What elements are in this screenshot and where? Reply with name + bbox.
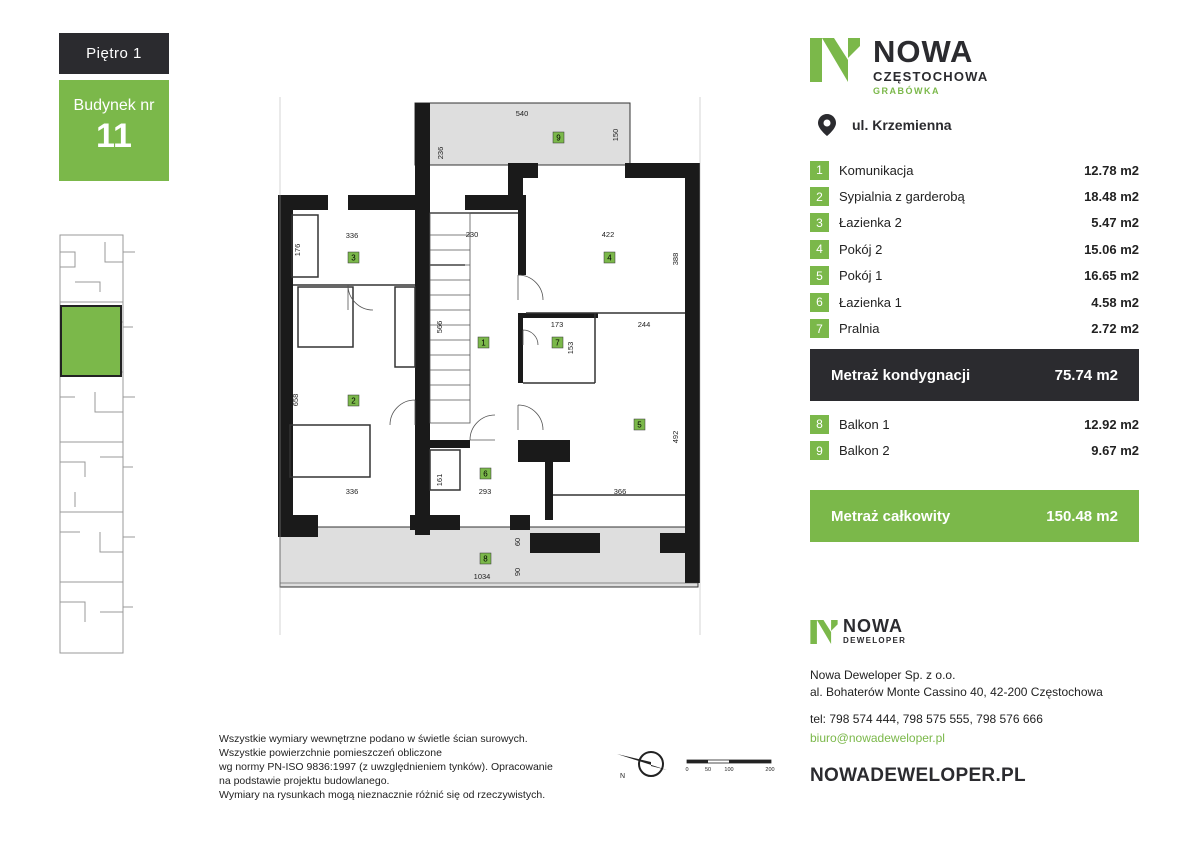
list-item [810, 315, 1139, 341]
list-item [810, 183, 1139, 209]
svg-text:336: 336 [345, 231, 359, 240]
brand-wordmark [873, 36, 989, 96]
svg-text:422: 422 [601, 230, 615, 239]
list-item [810, 411, 1139, 437]
grand-total-label: Metraż całkowity [831, 507, 951, 525]
developer-sub: DEWELOPER [843, 636, 907, 645]
svg-text:161: 161 [435, 473, 444, 487]
list-item [810, 157, 1139, 183]
disclaimer [219, 732, 579, 802]
list-item [810, 437, 1139, 463]
list-item [810, 263, 1139, 289]
room-number: 3 [810, 213, 829, 232]
room-number: 6 [810, 293, 829, 312]
svg-text:6: 6 [483, 469, 488, 479]
floor-plan [270, 95, 710, 640]
svg-text:230: 230 [465, 230, 479, 239]
room-number: 5 [810, 266, 829, 285]
room-number: 1 [810, 161, 829, 180]
svg-text:50: 50 [704, 767, 712, 773]
svg-text:566: 566 [435, 320, 444, 334]
svg-text:100: 100 [724, 767, 734, 773]
room-area: 16.65 m2 [1084, 268, 1139, 284]
svg-text:5: 5 [637, 420, 642, 430]
room-name: Łazienka 1 [839, 294, 902, 310]
location-pin-icon [818, 114, 836, 136]
brand-name: NOWA [873, 34, 974, 69]
room-area: 9.67 m2 [1091, 443, 1139, 459]
developer-logo-icon [810, 620, 838, 644]
svg-text:1: 1 [481, 338, 486, 348]
svg-text:366: 366 [613, 487, 627, 496]
room-area: 15.06 m2 [1084, 241, 1139, 257]
building-badge [59, 80, 169, 181]
svg-text:7: 7 [555, 338, 560, 348]
room-number: 2 [810, 187, 829, 206]
phone-numbers: tel: 798 574 444, 798 575 555, 798 576 666 [810, 712, 1043, 726]
svg-text:0: 0 [685, 767, 689, 773]
developer-name: NOWA [843, 616, 903, 636]
svg-text:150: 150 [611, 128, 620, 142]
svg-text:173: 173 [550, 320, 564, 329]
svg-text:244: 244 [637, 320, 651, 329]
svg-text:3: 3 [351, 253, 356, 263]
svg-text:200: 200 [765, 767, 775, 773]
floor-total-bar [810, 349, 1139, 401]
room-number: 4 [810, 240, 829, 259]
list-item [810, 210, 1139, 236]
svg-text:388: 388 [671, 252, 680, 266]
grand-total-value: 150.48 m2 [1046, 507, 1118, 525]
disclaimer-line: wg normy PN-ISO 9836:1997 (z uwzględnieniem tynków). Opracowanie [219, 761, 553, 773]
room-area: 12.78 m2 [1084, 162, 1139, 178]
address [818, 114, 952, 136]
room-name: Pokój 1 [839, 268, 883, 284]
compass-icon [615, 748, 670, 782]
building-label: Budynek nr [73, 97, 155, 114]
room-area: 18.48 m2 [1084, 189, 1139, 205]
street-name: ul. Krzemienna [852, 117, 952, 133]
highlighted-unit [61, 306, 121, 376]
company-address: al. Bohaterów Monte Cassino 40, 42-200 Częstochowa [810, 685, 1103, 699]
room-number: 9 [810, 441, 829, 460]
floor-total-label: Metraż kondygnacji [831, 366, 971, 384]
svg-text:60: 60 [513, 537, 522, 547]
svg-text:N: N [620, 773, 626, 780]
disclaimer-line: Wymiary na rysunkach mogą nieznacznie różnić się od rzeczywistych. [219, 789, 546, 801]
room-name: Pralnia [839, 321, 880, 337]
room-area: 5.47 m2 [1091, 215, 1139, 231]
building-number: 11 [96, 117, 132, 155]
disclaimer-line: Wszystkie powierzchnie pomieszczeń obliczone [219, 747, 442, 759]
list-item [810, 236, 1139, 262]
svg-text:293: 293 [478, 487, 492, 496]
disclaimer-line: na podstawie projektu budowlanego. [219, 775, 390, 787]
room-name: Łazienka 2 [839, 215, 902, 231]
svg-text:176: 176 [293, 243, 302, 257]
company-info [810, 667, 1103, 701]
room-list [810, 157, 1139, 342]
svg-text:2: 2 [351, 396, 356, 406]
list-item [810, 289, 1139, 315]
svg-text:236: 236 [436, 146, 445, 160]
svg-text:658: 658 [291, 393, 300, 407]
scale-bar [683, 757, 775, 777]
svg-text:153: 153 [566, 341, 575, 355]
brand-district: GRABÓWKA [873, 86, 940, 96]
room-name: Pokój 2 [839, 241, 883, 257]
room-area: 4.58 m2 [1091, 294, 1139, 310]
email-link[interactable]: biuro@nowadeweloper.pl [810, 731, 945, 745]
brand-logo-icon [810, 38, 860, 82]
brand-city: CZĘSTOCHOWA [873, 69, 989, 84]
floor-label: Piętro 1 [59, 33, 169, 74]
room-number: 7 [810, 319, 829, 338]
svg-text:90: 90 [513, 567, 522, 577]
room-name: Balkon 2 [839, 443, 890, 459]
balcony-list [810, 411, 1139, 464]
svg-text:8: 8 [483, 554, 488, 564]
svg-text:4: 4 [607, 253, 612, 263]
room-number: 8 [810, 415, 829, 434]
website-link[interactable]: NOWADEWELOPER.PL [810, 765, 1026, 786]
svg-text:1034: 1034 [473, 572, 491, 581]
room-area: 2.72 m2 [1091, 321, 1139, 337]
room-name: Sypialnia z garderobą [839, 189, 965, 205]
svg-text:540: 540 [515, 109, 529, 118]
svg-text:336: 336 [345, 487, 359, 496]
site-plan-thumbnail [55, 232, 140, 657]
room-name: Balkon 1 [839, 416, 890, 432]
grand-total-bar [810, 490, 1139, 542]
disclaimer-line: Wszystkie wymiary wewnętrzne podano w świetle ścian surowych. [219, 733, 528, 745]
floor-total-value: 75.74 m2 [1054, 366, 1118, 384]
room-area: 12.92 m2 [1084, 416, 1139, 432]
developer-wordmark [843, 617, 906, 645]
svg-text:9: 9 [556, 133, 561, 143]
svg-text:492: 492 [671, 430, 680, 444]
company-name: Nowa Deweloper Sp. z o.o. [810, 668, 956, 682]
room-name: Komunikacja [839, 162, 914, 178]
